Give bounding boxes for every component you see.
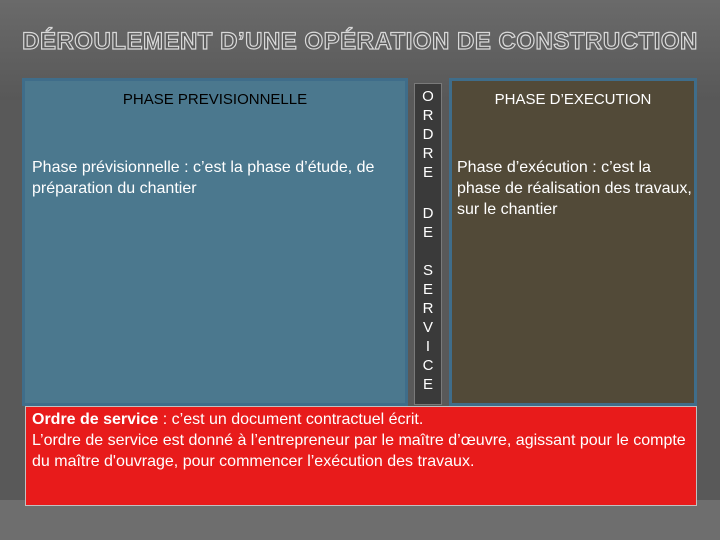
strip-letter: C <box>422 357 434 374</box>
strip-letter: O <box>422 88 434 105</box>
strip-letter: V <box>422 319 433 336</box>
strip-letter: R <box>422 145 434 162</box>
strip-letter: E <box>422 281 433 298</box>
strip-word-service <box>415 261 441 394</box>
strip-letter: D <box>422 126 434 143</box>
definition-text: : c’est un document contractuel écrit. <box>158 411 424 428</box>
definition-term: Ordre de service <box>32 411 159 428</box>
phase-previsionnelle-heading: PHASE PREVISIONNELLE <box>122 91 308 108</box>
definition-line-2: L’ordre de service est donné à l’entrepreneur par le maître d’œuvre, agissant pour le compte du maître d'ouvrage, pour commencer l’exécution des travaux. <box>32 432 686 470</box>
strip-letter: E <box>422 164 433 181</box>
strip-letter: R <box>422 300 434 317</box>
phase-execution-panel <box>449 78 697 406</box>
phase-execution-text: Phase d’exécution : c’est la phase de réalisation des travaux, sur le chantier <box>457 159 692 218</box>
strip-letter: D <box>422 205 434 222</box>
ordre-de-service-strip <box>414 83 442 405</box>
strip-letter: R <box>422 107 434 124</box>
slide-title: DÉROULEMENT D’UNE OPÉRATION DE CONSTRUCTION <box>22 28 698 55</box>
phase-previsionnelle-panel <box>22 78 408 406</box>
definition-line-1 <box>32 409 690 430</box>
strip-letter: I <box>425 338 431 355</box>
footer-band <box>0 500 720 540</box>
strip-word-de <box>415 204 441 242</box>
strip-letter: E <box>422 376 433 393</box>
strip-letter: E <box>422 224 433 241</box>
strip-word-ordre <box>415 87 441 182</box>
strip-letter: S <box>422 262 433 279</box>
phase-execution-heading: PHASE D’EXECUTION <box>494 91 652 108</box>
phase-previsionnelle-text: Phase prévisionnelle : c’est la phase d’étude, de préparation du chantier <box>32 159 375 197</box>
ordre-de-service-definition <box>25 406 697 506</box>
